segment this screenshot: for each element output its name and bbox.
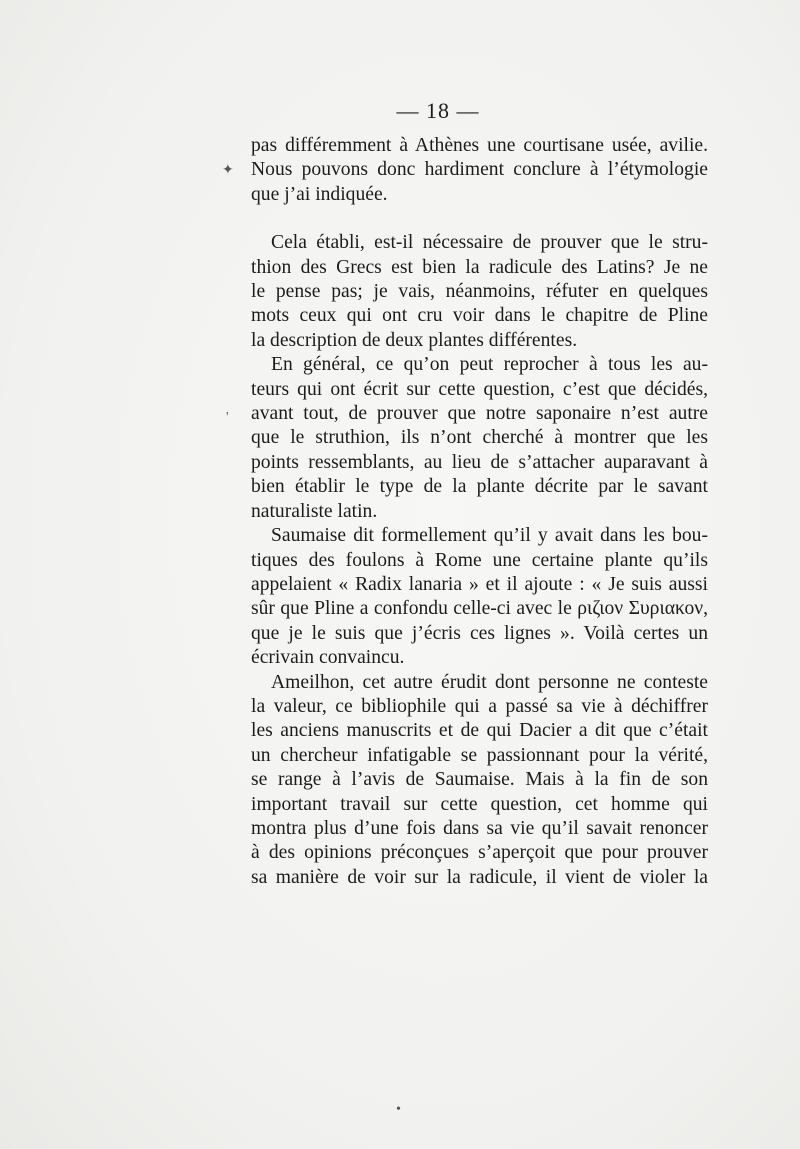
text-line: appelaient « Radix lanaria » et il ajoute : « Je suis aussi bbox=[251, 573, 708, 595]
text-line: les anciens manuscrits et de qui Dacier a dit que c’était bbox=[251, 720, 708, 742]
text-line: que je le suis que j’écris ces lignes ». Voilà certes un bbox=[251, 622, 708, 644]
text-line: points ressemblants, au lieu de s’attacher auparavant à bbox=[251, 451, 708, 473]
text-line: avant tout, de prouver que notre saponaire n’est autre bbox=[251, 403, 708, 425]
text-line: se range à l’avis de Saumaise. Mais à la fin de son bbox=[251, 769, 708, 791]
paragraph bbox=[251, 134, 708, 207]
text-line: la description de deux plantes différentes. bbox=[251, 329, 578, 351]
text-line: teurs qui ont écrit sur cette question, c’est que décidés, bbox=[251, 378, 708, 400]
text-line: thion des Grecs est bien la radicule des Latins? Je ne bbox=[251, 256, 708, 278]
paragraph bbox=[251, 671, 708, 891]
text-line: mots ceux qui ont cru voir dans le chapitre de Pline bbox=[251, 305, 708, 327]
paragraph bbox=[251, 524, 708, 670]
text-line: un chercheur infatigable se passionnant pour la vérité, bbox=[251, 744, 708, 766]
text-line: écrivain convaincu. bbox=[251, 647, 405, 669]
text-line: que le struthion, ils n’ont cherché à montrer que les bbox=[251, 427, 708, 449]
text-line: Saumaise dit formellement qu’il y avait dans les bou- bbox=[271, 525, 708, 547]
text-line: sa manière de voir sur la radicule, il vient de violer la bbox=[251, 866, 708, 888]
margin-mark: ' bbox=[226, 410, 229, 425]
text-line: la valeur, ce bibliophile qui a passé sa vie à déchiffrer bbox=[251, 695, 708, 717]
text-line: à des opinions préconçues s’aperçoit que pour prouver bbox=[251, 842, 708, 864]
text-line: Ameilhon, cet autre érudit dont personne ne conteste bbox=[271, 671, 708, 693]
text-line: le pense pas; je vais, néanmoins, réfuter en quelques bbox=[251, 281, 708, 303]
page-number: — 18 — bbox=[396, 98, 480, 123]
text-line: Cela établi, est-il nécessaire de prouver que le stru- bbox=[271, 232, 708, 254]
text-line: bien établir le type de la plante décrite par le savant bbox=[251, 476, 708, 498]
text-line: En général, ce qu’on peut reprocher à tous les au- bbox=[271, 354, 708, 376]
text-line: important travail sur cette question, cet homme qui bbox=[251, 793, 708, 815]
text-line: naturaliste latin. bbox=[251, 500, 378, 522]
body-text bbox=[251, 134, 708, 890]
text-line: que j’ai indiquée. bbox=[251, 183, 388, 205]
paragraph bbox=[251, 231, 708, 353]
text-line: tiques des foulons à Rome une certaine plante qu’ils bbox=[251, 549, 708, 571]
margin-mark: • bbox=[396, 1102, 401, 1117]
text-line: sûr que Pline a confondu celle-ci avec le ριζιον Συριακον, bbox=[251, 598, 708, 620]
paragraph-gap bbox=[251, 207, 708, 231]
text-line: pas différemment à Athènes une courtisane usée, avilie. bbox=[251, 135, 708, 156]
margin-mark: ✦ bbox=[222, 163, 234, 178]
paragraph bbox=[251, 353, 708, 524]
text-line: montra plus d’une fois dans sa vie qu’il savait renoncer bbox=[251, 817, 708, 839]
text-line: Nous pouvons donc hardiment conclure à l’étymologie bbox=[251, 159, 708, 181]
